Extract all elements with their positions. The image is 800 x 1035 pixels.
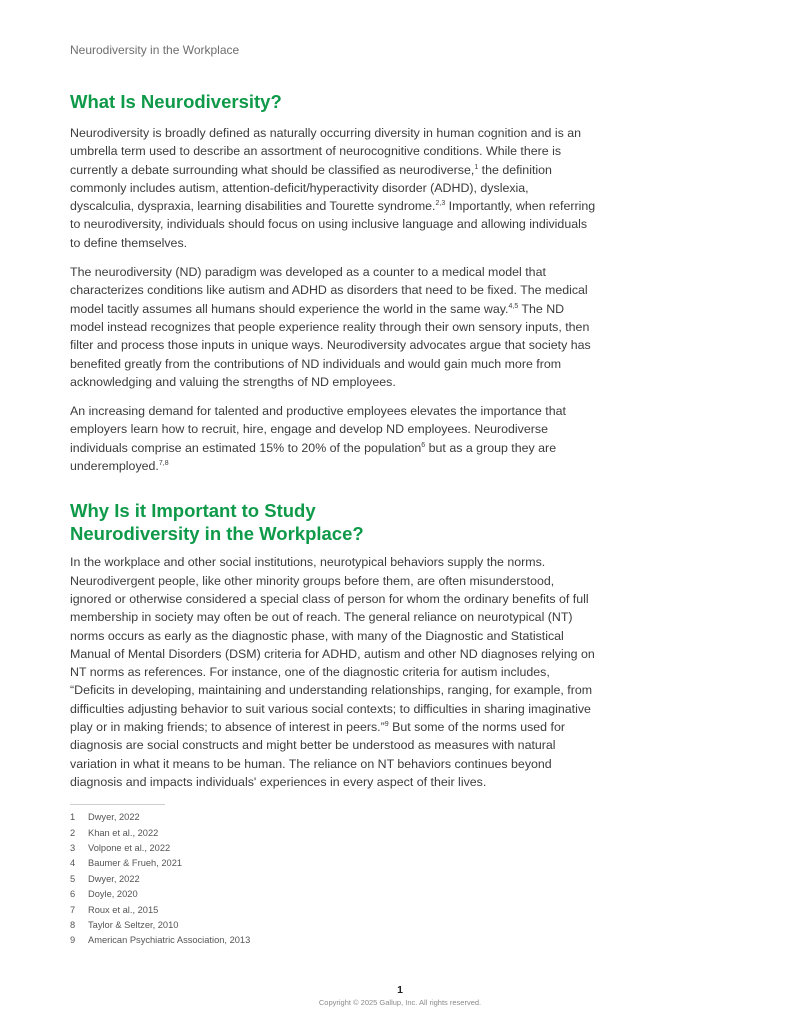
running-head: Neurodiversity in the Workplace — [70, 43, 240, 57]
footnote-number: 4 — [70, 858, 76, 869]
footnote-number: 2 — [70, 827, 76, 838]
footnote-text: Taylor & Seltzer, 2010 — [88, 920, 179, 931]
text-span: In the workplace and other social institutions, neurotypical behaviors supply the norms. Neurodivergent people, like other minority groups before them, are often misunderstood, ignored or otherwise considered a special class of person for whom the ordinary benefits of full membership in society may often be out of reach. The general reliance on neurotypical (NT) norms occurs as early as the diagnostic phase, with many of the Diagnostic and Statistical Manual of Mental Disorders (DSM) criteria for ADHD, autism and other ND diagnoses relying on NT norms as references. For instance, one of the diagnostic criteria for autism includes, “Deficits in developing, maintaining and understanding relationships, ranging, for example, from difficulties adjusting behavior to suit various social contexts; to difficulties in sharing imaginative play or in making friends; to absence of interest in peers.” — [70, 555, 595, 735]
footnote-text: Dwyer, 2022 — [88, 812, 140, 823]
footnote-number: 9 — [70, 935, 76, 946]
page-content — [70, 90, 596, 949]
footnote-text: Volpone et al., 2022 — [88, 843, 171, 854]
text-span: The neurodiversity (ND) paradigm was developed as a counter to a medical model that characterizes conditions like autism and ADHD as disorders that need to be fixed. The medical model tacitly assumes all humans should experience the world in the same way. — [70, 265, 588, 316]
footnote-number: 1 — [70, 812, 76, 823]
footnote-item — [70, 887, 596, 902]
footnote-item — [70, 933, 596, 948]
paragraph-what-3 — [70, 402, 596, 475]
text-span: An increasing demand for talented and productive employees elevates the importance that employers learn how to recruit, hire, engage and develop ND employees. Neurodiverse individuals comprise an estimated 15% to 20% of the population — [70, 404, 566, 455]
section-heading-why — [70, 499, 596, 545]
text-span: The ND model instead recognizes that people experience reality through their own sensory inputs, then filter and process those inputs in unique ways. Neurodiversity advocates argue that society has benefited greatly from the contributions of ND individuals and would gain much more from acknowledging and valuing the strengths of ND employees. — [70, 301, 591, 389]
footnote-item — [70, 918, 596, 933]
footnote-ref[interactable]: 9 — [384, 721, 389, 729]
page-number: 1 — [397, 984, 403, 996]
footnote-number: 8 — [70, 920, 76, 931]
paragraph-why-1 — [70, 553, 596, 791]
heading-line-1: Why Is it Important to Study — [70, 500, 316, 522]
footnote-item — [70, 903, 596, 918]
footnote-item — [70, 841, 596, 856]
text-span: but as a group they are underemployed. — [70, 440, 557, 474]
footnote-divider — [70, 804, 165, 805]
text-span: the definition commonly includes autism, attention-deficit/hyperactivity disorder (ADHD), dyslexia, dyscalculia, dyspraxia, learning disabilities and Tourette syndrome. — [70, 162, 552, 214]
footnote-item — [70, 810, 596, 825]
footnote-item — [70, 856, 596, 871]
footnote-number: 7 — [70, 904, 76, 915]
footnote-text: Roux et al., 2015 — [88, 904, 159, 915]
text-span: But some of the norms used for diagnosis are social constructs and might better be understood as measures with natural variation in what it means to be human. The reliance on NT behaviors continues beyond diagnosis and impacts individuals' experiences in every aspect of their lives. — [70, 720, 565, 789]
heading-line-2: Neurodiversity in the Workplace? — [70, 523, 364, 545]
footnotes — [70, 810, 596, 949]
footnote-ref[interactable]: 7,8 — [158, 460, 169, 468]
paragraph-what-1 — [70, 124, 596, 252]
footnote-item — [70, 872, 596, 887]
footnote-ref[interactable]: 2,3 — [435, 200, 446, 208]
footnote-ref[interactable]: 4,5 — [508, 302, 519, 310]
paragraph-what-2 — [70, 263, 596, 391]
copyright-notice: Copyright © 2025 Gallup, Inc. All rights reserved. — [318, 998, 482, 1007]
footnote-number: 6 — [70, 889, 76, 900]
footnote-text: Doyle, 2020 — [88, 889, 138, 900]
footnote-text: Baumer & Frueh, 2021 — [88, 858, 183, 869]
footnote-text: Khan et al., 2022 — [88, 827, 159, 838]
footnote-ref[interactable]: 1 — [474, 163, 479, 171]
footnote-number: 5 — [70, 873, 76, 884]
footnote-number: 3 — [70, 843, 76, 854]
footnote-ref[interactable]: 6 — [421, 441, 426, 449]
footnote-text: American Psychiatric Association, 2013 — [88, 935, 251, 946]
text-span: Importantly, when referring to neurodiversity, individuals should focus on using inclusive language and allowing individuals to define themselves. — [70, 199, 596, 250]
footnote-text: Dwyer, 2022 — [88, 873, 140, 884]
text-span: Neurodiversity is broadly defined as naturally occurring diversity in human cognition and is an umbrella term used to describe an assortment of neurocognitive conditions. While there is currently a debate surrounding what should be classified as neurodiverse, — [70, 126, 582, 177]
section-heading-what: What Is Neurodiversity? — [70, 91, 282, 112]
footnote-item — [70, 826, 596, 841]
